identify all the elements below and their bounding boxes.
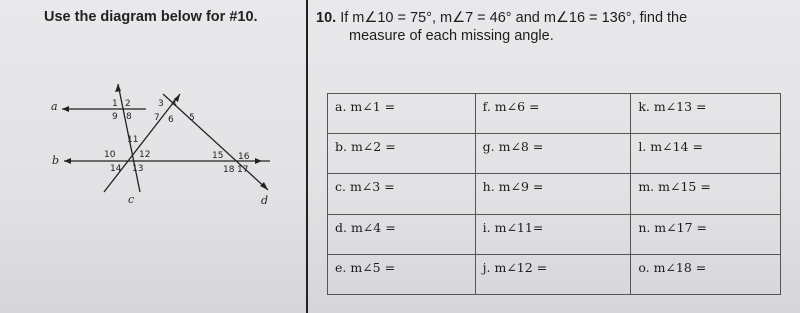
angle-label-13: 13 bbox=[132, 164, 144, 174]
answer-cell-k[interactable]: k. m∠13 = bbox=[631, 94, 781, 134]
angle-label-6: 6 bbox=[168, 115, 174, 125]
question-10 bbox=[316, 9, 687, 45]
answer-cell-f[interactable]: f. m∠6 = bbox=[475, 94, 631, 134]
question-number: 10. bbox=[316, 10, 337, 26]
angle-label-5: 5 bbox=[189, 113, 195, 123]
answer-cell-n[interactable]: n. m∠17 = bbox=[631, 214, 781, 254]
line-d bbox=[163, 94, 268, 190]
line-label-c: c bbox=[128, 193, 135, 206]
line-label-d: d bbox=[261, 194, 269, 207]
line-a-arrow bbox=[62, 106, 69, 112]
question-text-line2: measure of each missing angle. bbox=[349, 28, 554, 44]
angle-label-12: 12 bbox=[139, 150, 151, 160]
answer-cell-h[interactable]: h. m∠9 = bbox=[475, 174, 631, 214]
answer-cell-o[interactable]: o. m∠18 = bbox=[631, 254, 781, 294]
angle-label-8: 8 bbox=[126, 112, 132, 122]
answer-cell-g[interactable]: g. m∠8 = bbox=[475, 134, 631, 174]
angle-label-18: 18 bbox=[223, 165, 235, 175]
line-b-arrow-left bbox=[64, 158, 71, 164]
angle-label-10: 10 bbox=[104, 150, 116, 160]
line-c-arrow bbox=[115, 84, 121, 92]
angle-label-1: 1 bbox=[112, 99, 118, 109]
diagram-instruction: Use the diagram below for #10. bbox=[44, 9, 258, 25]
table-row bbox=[328, 134, 781, 174]
angle-label-7: 7 bbox=[154, 113, 160, 123]
angle-label-11: 11 bbox=[127, 135, 139, 145]
answer-cell-b[interactable]: b. m∠2 = bbox=[328, 134, 476, 174]
transversal-diagram bbox=[50, 80, 270, 220]
answer-cell-j[interactable]: j. m∠12 = bbox=[475, 254, 631, 294]
answer-cell-i[interactable]: i. m∠11= bbox=[475, 214, 631, 254]
answer-cell-a[interactable]: a. m∠1 = bbox=[328, 94, 476, 134]
line-label-a: a bbox=[51, 100, 58, 113]
answer-table bbox=[327, 93, 781, 295]
question-text-line1: If m∠10 = 75°, m∠7 = 46° and m∠16 = 136°, find the bbox=[340, 10, 688, 26]
answer-cell-l[interactable]: l. m∠14 = bbox=[631, 134, 781, 174]
angle-label-4: 4 bbox=[171, 99, 177, 109]
answer-cell-c[interactable]: c. m∠3 = bbox=[328, 174, 476, 214]
line-label-b: b bbox=[52, 154, 60, 167]
table-row bbox=[328, 174, 781, 214]
answer-cell-d[interactable]: d. m∠4 = bbox=[328, 214, 476, 254]
angle-label-16: 16 bbox=[238, 152, 250, 162]
angle-label-9: 9 bbox=[112, 112, 118, 122]
table-row bbox=[328, 254, 781, 294]
angle-label-15: 15 bbox=[212, 151, 224, 161]
table-row bbox=[328, 94, 781, 134]
answer-cell-m[interactable]: m. m∠15 = bbox=[631, 174, 781, 214]
table-row bbox=[328, 214, 781, 254]
angle-label-14: 14 bbox=[110, 164, 122, 174]
angle-label-17: 17 bbox=[237, 165, 249, 175]
line-b-arrow-right bbox=[255, 158, 262, 164]
diagram-panel bbox=[34, 0, 308, 313]
answer-cell-e[interactable]: e. m∠5 = bbox=[328, 254, 476, 294]
angle-label-3: 3 bbox=[158, 99, 164, 109]
angle-label-2: 2 bbox=[125, 99, 131, 109]
